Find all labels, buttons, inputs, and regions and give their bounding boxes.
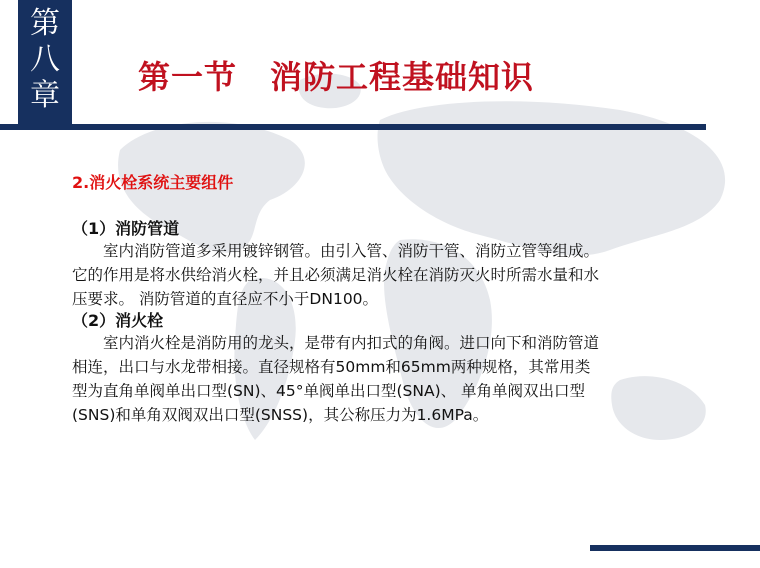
slide-title: 第一节 消防工程基础知识 — [138, 58, 535, 96]
title-divider — [0, 124, 706, 130]
item-paragraph: 室内消火栓是消防用的龙头，是带有内扣式的角阀。进口向下和消防管道相连，出口与水龙带相接。直径规格有50mm和65mm两种规格，其常用类型为直角单阀单出口型(SN)、45°单阀单出口型(SNA)、 单角单阀双出口型(SNS)和单角双阀双出口型(SNSS)，其公称压力为1.6MPa。 — [72, 334, 600, 424]
item-heading: （1）消防管道 — [72, 219, 180, 238]
chapter-char: 章 — [30, 78, 60, 113]
item-paragraph: 室内消防管道多采用镀锌钢管。由引入管、消防干管、消防立管等组成。它的作用是将水供给消火栓，并且必须满足消火栓在消防灭火时所需水量和水压要求。 消防管道的直径应不小于DN100。 — [72, 242, 600, 308]
chapter-char: 第 — [30, 6, 60, 41]
chapter-label — [18, 6, 72, 114]
content-body — [72, 170, 602, 427]
item-heading: （2）消火栓 — [72, 311, 164, 330]
section-heading: 2.消火栓系统主要组件 — [72, 173, 234, 192]
chapter-char: 八 — [30, 42, 60, 77]
footer-divider — [590, 545, 760, 551]
